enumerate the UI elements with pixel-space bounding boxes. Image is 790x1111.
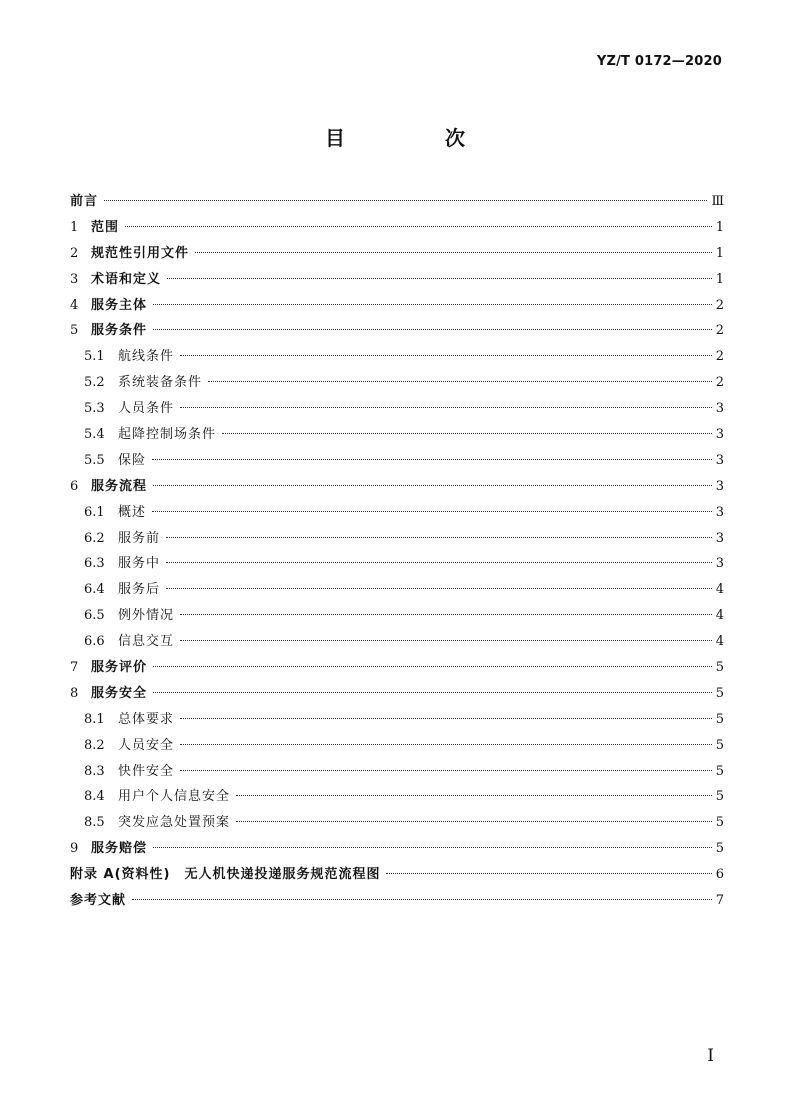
toc-entry-page: 3 xyxy=(715,556,724,572)
toc-entry-label: 服务流程 xyxy=(91,478,148,494)
toc-dot-leader xyxy=(180,770,712,771)
toc-entry[interactable] xyxy=(70,526,724,552)
toc-entry-page: 5 xyxy=(715,685,724,701)
document-code: YZ/T 0172—2020 xyxy=(596,54,722,69)
toc-entry-page: 4 xyxy=(715,608,724,624)
toc-dot-leader xyxy=(132,899,712,900)
toc-dot-leader xyxy=(153,847,712,848)
toc-entry-number: 6.2 xyxy=(84,530,105,546)
toc-entry-number: 6.1 xyxy=(84,504,105,520)
toc-dot-leader xyxy=(153,666,712,667)
toc-entry-page: 3 xyxy=(715,478,724,494)
toc-entry[interactable] xyxy=(70,629,724,655)
toc-entry[interactable] xyxy=(70,189,724,215)
toc-entry-page: 6 xyxy=(715,867,724,883)
toc-entry-page: 3 xyxy=(715,452,724,468)
toc-entry[interactable] xyxy=(70,474,724,500)
toc-entry-label: 航线条件 xyxy=(118,349,175,365)
toc-entry[interactable] xyxy=(70,655,724,681)
toc-entry-number: 8.5 xyxy=(84,815,105,831)
toc-entry-page: 3 xyxy=(715,504,724,520)
toc-dot-leader xyxy=(152,459,712,460)
toc-entry-label: 服务赔偿 xyxy=(91,841,148,857)
page-title: 目 次 xyxy=(325,126,505,150)
toc-entry[interactable] xyxy=(70,448,724,474)
toc-entry-label: 突发应急处置预案 xyxy=(118,815,231,831)
toc-entry-page: 1 xyxy=(715,219,724,235)
toc-entry-page: 2 xyxy=(715,323,724,339)
toc-entry-label: 快件安全 xyxy=(118,763,175,779)
toc-entry[interactable] xyxy=(70,370,724,396)
toc-entry-page: 7 xyxy=(715,893,724,909)
toc-entry[interactable] xyxy=(70,733,724,759)
toc-entry-label: 例外情况 xyxy=(118,608,175,624)
toc-dot-leader xyxy=(167,278,712,279)
toc-entry[interactable] xyxy=(70,707,724,733)
toc-dot-leader xyxy=(236,821,712,822)
toc-entry-page: 2 xyxy=(715,375,724,391)
toc-entry-number: 6.6 xyxy=(84,634,105,650)
toc-entry-page: 5 xyxy=(715,763,724,779)
toc-entry-number: 6.3 xyxy=(84,556,105,572)
toc-dot-leader xyxy=(153,485,712,486)
toc-entry-label: 服务后 xyxy=(118,582,161,598)
toc-entry-number: 5 xyxy=(70,323,79,339)
toc-entry-number: 6.4 xyxy=(84,582,105,598)
toc-entry-label: 参考文献 xyxy=(70,893,127,909)
toc-entry[interactable] xyxy=(70,293,724,319)
toc-entry-label: 附录 A(资料性) 无人机快递投递服务规范流程图 xyxy=(70,867,381,883)
toc-entry-label: 起降控制场条件 xyxy=(118,427,217,443)
toc-entry-label: 术语和定义 xyxy=(91,271,162,287)
toc-entry-label: 规范性引用文件 xyxy=(91,245,190,261)
toc-entry-page: 5 xyxy=(715,789,724,805)
toc-entry[interactable] xyxy=(70,862,724,888)
toc-dot-leader xyxy=(180,718,712,719)
toc-entry-page: Ⅲ xyxy=(711,194,724,209)
toc-entry-label: 服务安全 xyxy=(91,685,148,701)
toc-dot-leader xyxy=(180,614,712,615)
toc-entry-page: 4 xyxy=(715,582,724,598)
toc-entry-label: 保险 xyxy=(118,452,147,468)
toc-entry[interactable] xyxy=(70,422,724,448)
toc-dot-leader xyxy=(153,304,712,305)
toc-entry-number: 6.5 xyxy=(84,608,105,624)
toc-entry-number: 5.3 xyxy=(84,401,105,417)
toc-entry-number: 8 xyxy=(70,685,79,701)
toc-entry-number: 5.2 xyxy=(84,375,105,391)
toc-entry-label: 用户个人信息安全 xyxy=(118,789,231,805)
toc-entry[interactable] xyxy=(70,551,724,577)
toc-dot-leader xyxy=(386,873,711,874)
toc-entry-label: 系统装备条件 xyxy=(118,375,203,391)
toc-dot-leader xyxy=(180,355,712,356)
toc-entry-label: 概述 xyxy=(118,504,147,520)
toc-entry-page: 2 xyxy=(715,349,724,365)
toc-entry[interactable] xyxy=(70,681,724,707)
toc-entry-number: 3 xyxy=(70,271,79,287)
toc-entry-page: 1 xyxy=(715,245,724,261)
toc-entry-page: 5 xyxy=(715,815,724,831)
toc-entry[interactable] xyxy=(70,577,724,603)
toc-entry-number: 4 xyxy=(70,297,79,313)
toc-dot-leader xyxy=(195,252,712,253)
toc-entry-page: 4 xyxy=(715,634,724,650)
toc-entry[interactable] xyxy=(70,784,724,810)
page-folio: I xyxy=(707,1046,714,1066)
toc-entry-number: 5.5 xyxy=(84,452,105,468)
toc-entry-page: 5 xyxy=(715,737,724,753)
toc-entry-label: 人员条件 xyxy=(118,401,175,417)
toc-entry[interactable] xyxy=(70,888,724,914)
toc-entry-page: 5 xyxy=(715,841,724,857)
toc-entry-label: 人员安全 xyxy=(118,737,175,753)
toc-entry-number: 5.4 xyxy=(84,427,105,443)
toc-entry-number: 1 xyxy=(70,219,79,235)
toc-entry-number: 2 xyxy=(70,245,79,261)
toc-dot-leader xyxy=(208,381,712,382)
toc-entry-label: 总体要求 xyxy=(118,711,175,727)
toc-dot-leader xyxy=(104,200,707,201)
toc-dot-leader xyxy=(166,562,712,563)
toc-dot-leader xyxy=(153,329,712,330)
toc-dot-leader xyxy=(236,795,712,796)
toc-entry-number: 7 xyxy=(70,660,79,676)
toc-entry-page: 1 xyxy=(715,271,724,287)
toc-entry-number: 8.3 xyxy=(84,763,105,779)
toc-dot-leader xyxy=(152,511,712,512)
toc-entry[interactable] xyxy=(70,267,724,293)
toc-entry-page: 3 xyxy=(715,401,724,417)
toc-entry[interactable] xyxy=(70,396,724,422)
toc-entry[interactable] xyxy=(70,603,724,629)
toc-entry[interactable] xyxy=(70,215,724,241)
toc-entry[interactable] xyxy=(70,241,724,267)
table-of-contents xyxy=(70,189,724,914)
toc-entry-label: 服务中 xyxy=(118,556,161,572)
toc-entry-page: 2 xyxy=(715,297,724,313)
toc-dot-leader xyxy=(166,588,712,589)
toc-entry-number: 6 xyxy=(70,478,79,494)
toc-entry-label: 范围 xyxy=(91,219,120,235)
toc-entry[interactable] xyxy=(70,759,724,785)
toc-entry-label: 前言 xyxy=(70,194,99,209)
toc-dot-leader xyxy=(180,744,712,745)
toc-dot-leader xyxy=(180,640,712,641)
toc-entry-label: 信息交互 xyxy=(118,634,175,650)
toc-dot-leader xyxy=(153,692,712,693)
toc-dot-leader xyxy=(180,407,712,408)
toc-entry-number: 8.1 xyxy=(84,711,105,727)
toc-entry-label: 服务条件 xyxy=(91,323,148,339)
toc-entry[interactable] xyxy=(70,810,724,836)
toc-entry[interactable] xyxy=(70,344,724,370)
toc-entry-label: 服务前 xyxy=(118,530,161,546)
toc-entry-number: 8.2 xyxy=(84,737,105,753)
toc-dot-leader xyxy=(222,433,712,434)
toc-entry[interactable] xyxy=(70,500,724,526)
toc-entry[interactable] xyxy=(70,836,724,862)
toc-entry-label: 服务主体 xyxy=(91,297,148,313)
toc-dot-leader xyxy=(125,226,712,227)
toc-entry-number: 5.1 xyxy=(84,349,105,365)
toc-entry-page: 3 xyxy=(715,427,724,443)
toc-dot-leader xyxy=(166,537,712,538)
toc-entry-number: 9 xyxy=(70,841,79,857)
toc-entry-page: 3 xyxy=(715,530,724,546)
toc-entry[interactable] xyxy=(70,318,724,344)
toc-entry-label: 服务评价 xyxy=(91,660,148,676)
toc-entry-number: 8.4 xyxy=(84,789,105,805)
toc-entry-page: 5 xyxy=(715,711,724,727)
toc-entry-page: 5 xyxy=(715,660,724,676)
